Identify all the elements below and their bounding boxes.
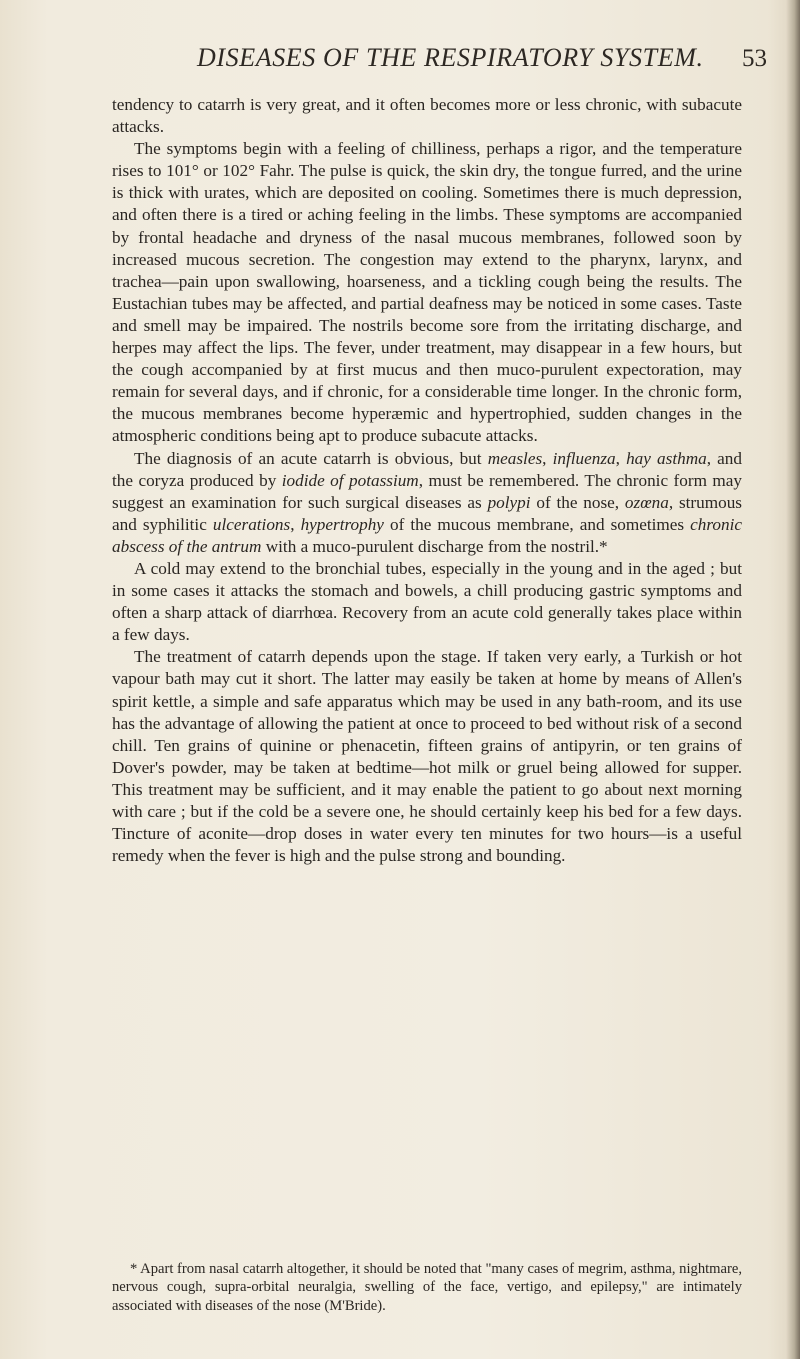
diagnosis-text: ,	[290, 514, 301, 534]
diagnosis-italic-hypertrophy: hypertrophy	[300, 514, 384, 534]
diagnosis-italic-abscess: chronic abscess of the antrum	[112, 514, 743, 556]
footnote-text: * Apart from nasal catarrh altogether, it should be noted that "many cases of megrim, asthma, nightmare, nervous cough, supra-orbital neuralgia, swelling of the face, vertigo, and epilepsy," are intimately associated with diseases of the nose (M'Bride).	[112, 1261, 742, 1314]
diagnosis-text: of the nose,	[530, 492, 625, 512]
diagnosis-text: ,	[542, 448, 553, 468]
diagnosis-text: ,	[615, 448, 627, 468]
paragraph-bronchial: A cold may extend to the bronchial tubes, especially in the young and in the aged ; but in some cases it attacks the stomach and bowels, a chill producing gastric symptoms and often a sharp attack of diarrhœa. Recovery from an acute cold generally takes place within a few days.	[112, 558, 742, 645]
diagnosis-italic-measles: measles	[487, 448, 543, 468]
diagnosis-italic-polypi: polypi	[487, 492, 531, 512]
diagnosis-italic-iodide: iodide of potassium	[281, 470, 419, 490]
paragraph-treatment: The treatment of catarrh depends upon the stage. If taken very early, a Turkish or hot vapour bath may cut it short. The latter may easily be taken at home by means of Allen's spirit kettle, a simple and safe apparatus which may be used in any bath-room, and its use has the advantage of allowing the patient at once to proceed to bed without risk of a second chill. Ten grains of quinine or phenacetin, fifteen grains of antipyrin, or ten grains of Dover's powder, may be taken at bedtime—hot milk or gruel being allowed for supper. This treatment may be sufficient, and it may enable the patient to go about next morning with care ; but if the cold be a severe one, he should certainly keep his bed for a few days. Tincture of aconite—drop doses in water every ten minutes for two hours—is a useful remedy when the fever is high and the pulse strong and bounding.	[112, 647, 742, 866]
body-text	[112, 94, 742, 867]
diagnosis-italic-ozoena: ozœna	[624, 492, 669, 512]
diagnosis-italic-ulcerations: ulcerations	[212, 514, 291, 534]
diagnosis-text: , must be remembered. The chronic form may suggest an examination for such surgical diseases as	[112, 470, 743, 512]
paragraph-diagnosis	[112, 448, 742, 558]
paragraph-continuation: tendency to catarrh is very great, and it often becomes more or less chronic, with subacute attacks.	[112, 95, 742, 137]
diagnosis-italic-hay-asthma: hay asthma	[626, 448, 707, 468]
diagnosis-italic-influenza: influenza	[552, 448, 616, 468]
running-head: DISEASES OF THE RESPIRATORY SYSTEM.	[197, 43, 704, 72]
diagnosis-text: of the mucous membrane, and sometimes	[383, 514, 691, 534]
diagnosis-text: , strumous and syphilitic	[112, 492, 742, 534]
page-edge-shadow	[786, 0, 800, 1359]
diagnosis-text: , and the coryza produced by	[112, 448, 742, 490]
diagnosis-text: The diagnosis of an acute catarrh is obvious, but	[134, 448, 488, 468]
paragraph-symptoms: The symptoms begin with a feeling of chilliness, perhaps a rigor, and the temperature rises to 101° or 102° Fahr. The pulse is quick, the skin dry, the tongue furred, and the urine is thick with urates, which are deposited on cooling. Sometimes there is much depression, and often there is a tired or aching feeling in the limbs. These symptoms are accompanied by frontal headache and dryness of the nasal mucous membranes, followed soon by increased mucous secretion. The congestion may extend to the pharynx, larynx, and trachea—pain upon swallowing, hoarseness, and a tickling cough being the results. The Eustachian tubes may be affected, and partial deafness may be noticed in some cases. Taste and smell may be impaired. The nostrils become sore from the irritating discharge, and herpes may affect the lips. The fever, under treatment, may disappear in a few hours, but the cough accompanied by at first mucus and then muco-purulent expectoration, may remain for several days, and if chronic, for a considerable time longer. In the chronic form, the mucous membranes become hyperæmic and hypertrophied, sudden changes in the atmospheric conditions being apt to produce subacute attacks.	[112, 139, 742, 446]
page-number: 53	[742, 45, 767, 72]
diagnosis-text: with a muco-purulent discharge from the nostril.*	[261, 536, 608, 556]
page-header	[197, 43, 787, 83]
footnote	[112, 1260, 742, 1315]
